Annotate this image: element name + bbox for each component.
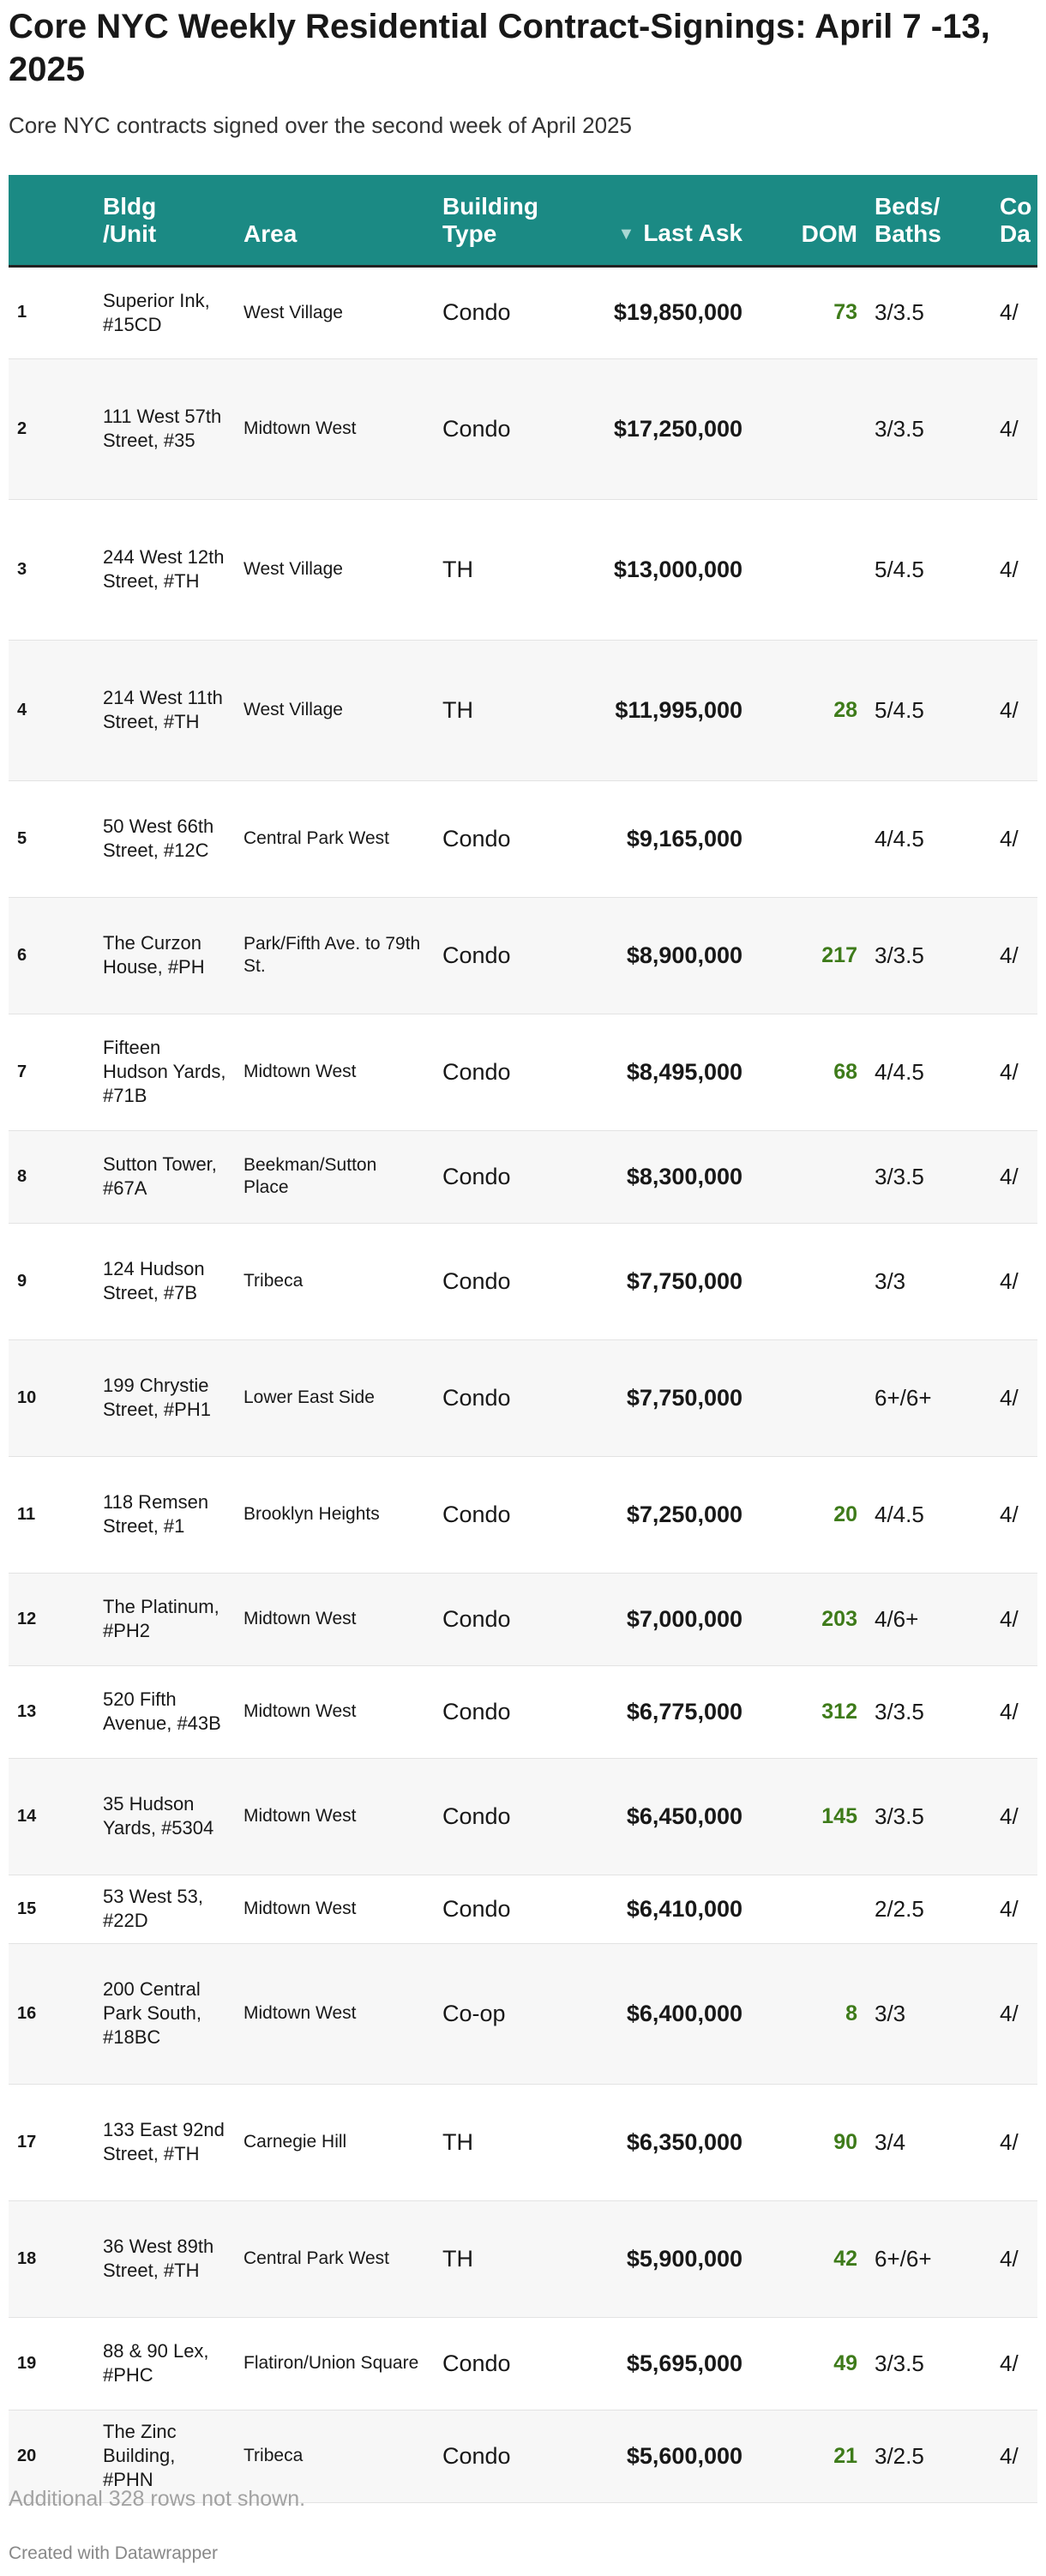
cell-beds-baths: 4/6+ bbox=[866, 1573, 991, 1665]
cell-area: Central Park West bbox=[235, 780, 434, 897]
cell-unit: The Platinum, #PH2 bbox=[94, 1573, 235, 1665]
cell-unit: 88 & 90 Lex, #PHC bbox=[94, 2317, 235, 2410]
cell-contract-date: 4/ bbox=[991, 1943, 1037, 2084]
cell-contract-date: 4/ bbox=[991, 2317, 1037, 2410]
cell-rank: 4 bbox=[9, 640, 94, 780]
cell-rank: 6 bbox=[9, 897, 94, 1014]
cell-beds-baths: 3/3.5 bbox=[866, 1758, 991, 1875]
cell-unit: Fifteen Hudson Yards, #71B bbox=[94, 1014, 235, 1130]
cell-beds-baths: 4/4.5 bbox=[866, 1014, 991, 1130]
cell-beds-baths: 3/4 bbox=[866, 2084, 991, 2200]
table-row bbox=[9, 2317, 1037, 2410]
table-row bbox=[9, 1875, 1037, 1943]
cell-area: West Village bbox=[235, 640, 434, 780]
cell-contract-date: 4/ bbox=[991, 2200, 1037, 2317]
cell-contract-date: 4/ bbox=[991, 1130, 1037, 1223]
cell-contract-date: 4/ bbox=[991, 1573, 1037, 1665]
cell-dom bbox=[751, 1339, 866, 1456]
cell-building-type: Co-op bbox=[434, 1943, 580, 2084]
cell-contract-date: 4/ bbox=[991, 2410, 1037, 2502]
cell-dom bbox=[751, 1130, 866, 1223]
cell-rank: 3 bbox=[9, 499, 94, 640]
table-row bbox=[9, 897, 1037, 1014]
cell-area: Midtown West bbox=[235, 1665, 434, 1758]
table-row bbox=[9, 1758, 1037, 1875]
cell-last-ask: $6,450,000 bbox=[580, 1758, 751, 1875]
cell-last-ask: $7,250,000 bbox=[580, 1456, 751, 1573]
cell-beds-baths: 3/3.5 bbox=[866, 2317, 991, 2410]
cell-building-type: TH bbox=[434, 2084, 580, 2200]
cell-rank: 18 bbox=[9, 2200, 94, 2317]
cell-last-ask: $6,775,000 bbox=[580, 1665, 751, 1758]
cell-beds-baths: 3/2.5 bbox=[866, 2410, 991, 2502]
table-row bbox=[9, 1665, 1037, 1758]
cell-last-ask: $7,000,000 bbox=[580, 1573, 751, 1665]
cell-dom: 217 bbox=[751, 897, 866, 1014]
cell-rank: 10 bbox=[9, 1339, 94, 1456]
table-row bbox=[9, 266, 1037, 358]
cell-area: West Village bbox=[235, 266, 434, 358]
cell-beds-baths: 6+/6+ bbox=[866, 2200, 991, 2317]
cell-rank: 17 bbox=[9, 2084, 94, 2200]
column-header-contract-date[interactable]: Co Da bbox=[1000, 192, 1032, 247]
cell-unit: 200 Central Park South, #18BC bbox=[94, 1943, 235, 2084]
cell-dom: 203 bbox=[751, 1573, 866, 1665]
cell-dom: 145 bbox=[751, 1758, 866, 1875]
cell-unit: Sutton Tower, #67A bbox=[94, 1130, 235, 1223]
cell-dom: 312 bbox=[751, 1665, 866, 1758]
cell-contract-date: 4/ bbox=[991, 499, 1037, 640]
cell-contract-date: 4/ bbox=[991, 1339, 1037, 1456]
cell-area: Midtown West bbox=[235, 1758, 434, 1875]
cell-unit: 133 East 92nd Street, #TH bbox=[94, 2084, 235, 2200]
column-header-rank[interactable] bbox=[9, 175, 94, 266]
table-row bbox=[9, 1223, 1037, 1339]
contracts-table bbox=[9, 175, 1037, 2503]
table-row bbox=[9, 1573, 1037, 1665]
cell-building-type: Condo bbox=[434, 2317, 580, 2410]
cell-contract-date: 4/ bbox=[991, 1014, 1037, 1130]
cell-beds-baths: 4/4.5 bbox=[866, 780, 991, 897]
column-header-dom[interactable]: DOM bbox=[801, 220, 857, 247]
cell-unit: 50 West 66th Street, #12C bbox=[94, 780, 235, 897]
table-row bbox=[9, 2200, 1037, 2317]
cell-building-type: Condo bbox=[434, 1014, 580, 1130]
cell-building-type: Condo bbox=[434, 1456, 580, 1573]
column-header-beds-baths[interactable]: Beds/ Baths bbox=[875, 192, 941, 247]
cell-rank: 7 bbox=[9, 1014, 94, 1130]
cell-area: Beekman/Sutton Place bbox=[235, 1130, 434, 1223]
cell-area: Carnegie Hill bbox=[235, 2084, 434, 2200]
cell-last-ask: $19,850,000 bbox=[580, 266, 751, 358]
cell-last-ask: $11,995,000 bbox=[580, 640, 751, 780]
cell-building-type: TH bbox=[434, 640, 580, 780]
cell-last-ask: $5,695,000 bbox=[580, 2317, 751, 2410]
cell-unit: 36 West 89th Street, #TH bbox=[94, 2200, 235, 2317]
cell-dom: 73 bbox=[751, 266, 866, 358]
cell-unit: 111 West 57th Street, #35 bbox=[94, 358, 235, 499]
cell-building-type: Condo bbox=[434, 1223, 580, 1339]
cell-rank: 19 bbox=[9, 2317, 94, 2410]
column-header-building-type[interactable]: Building Type bbox=[442, 192, 538, 247]
cell-beds-baths: 4/4.5 bbox=[866, 1456, 991, 1573]
cell-rank: 5 bbox=[9, 780, 94, 897]
cell-unit: 214 West 11th Street, #TH bbox=[94, 640, 235, 780]
cell-area: Midtown West bbox=[235, 1875, 434, 1943]
cell-last-ask: $8,300,000 bbox=[580, 1130, 751, 1223]
cell-rank: 16 bbox=[9, 1943, 94, 2084]
table-row bbox=[9, 1014, 1037, 1130]
cell-dom bbox=[751, 780, 866, 897]
cell-beds-baths: 3/3.5 bbox=[866, 1130, 991, 1223]
cell-rank: 20 bbox=[9, 2410, 94, 2502]
cell-rank: 13 bbox=[9, 1665, 94, 1758]
cell-dom: 49 bbox=[751, 2317, 866, 2410]
cell-contract-date: 4/ bbox=[991, 1758, 1037, 1875]
cell-area: Park/Fifth Ave. to 79th St. bbox=[235, 897, 434, 1014]
cell-last-ask: $6,400,000 bbox=[580, 1943, 751, 2084]
cell-dom: 42 bbox=[751, 2200, 866, 2317]
cell-last-ask: $8,495,000 bbox=[580, 1014, 751, 1130]
cell-last-ask: $13,000,000 bbox=[580, 499, 751, 640]
cell-rank: 11 bbox=[9, 1456, 94, 1573]
cell-area: Lower East Side bbox=[235, 1339, 434, 1456]
table-row bbox=[9, 1130, 1037, 1223]
cell-building-type: Condo bbox=[434, 1339, 580, 1456]
table-row bbox=[9, 780, 1037, 897]
cell-last-ask: $5,900,000 bbox=[580, 2200, 751, 2317]
cell-beds-baths: 5/4.5 bbox=[866, 499, 991, 640]
cell-dom bbox=[751, 1223, 866, 1339]
cell-unit: Superior Ink, #15CD bbox=[94, 266, 235, 358]
cell-contract-date: 4/ bbox=[991, 2084, 1037, 2200]
cell-contract-date: 4/ bbox=[991, 358, 1037, 499]
cell-dom: 21 bbox=[751, 2410, 866, 2502]
cell-building-type: Condo bbox=[434, 1665, 580, 1758]
cell-building-type: Condo bbox=[434, 1573, 580, 1665]
cell-beds-baths: 3/3 bbox=[866, 1943, 991, 2084]
table-row bbox=[9, 640, 1037, 780]
cell-unit: 53 West 53, #22D bbox=[94, 1875, 235, 1943]
cell-contract-date: 4/ bbox=[991, 1665, 1037, 1758]
cell-area: Midtown West bbox=[235, 358, 434, 499]
cell-beds-baths: 3/3.5 bbox=[866, 1665, 991, 1758]
cell-area: Midtown West bbox=[235, 1014, 434, 1130]
cell-contract-date: 4/ bbox=[991, 1223, 1037, 1339]
cell-building-type: TH bbox=[434, 499, 580, 640]
cell-building-type: Condo bbox=[434, 780, 580, 897]
cell-dom bbox=[751, 1875, 866, 1943]
cell-beds-baths: 2/2.5 bbox=[866, 1875, 991, 1943]
table-row bbox=[9, 1943, 1037, 2084]
table-header-row bbox=[9, 175, 1037, 266]
cell-dom: 68 bbox=[751, 1014, 866, 1130]
cell-last-ask: $6,410,000 bbox=[580, 1875, 751, 1943]
cell-area: Flatiron/Union Square bbox=[235, 2317, 434, 2410]
cell-rank: 15 bbox=[9, 1875, 94, 1943]
cell-building-type: Condo bbox=[434, 897, 580, 1014]
cell-area: Midtown West bbox=[235, 1943, 434, 2084]
cell-unit: 35 Hudson Yards, #5304 bbox=[94, 1758, 235, 1875]
cell-contract-date: 4/ bbox=[991, 1875, 1037, 1943]
cell-contract-date: 4/ bbox=[991, 266, 1037, 358]
cell-contract-date: 4/ bbox=[991, 780, 1037, 897]
column-header-area[interactable]: Area bbox=[243, 220, 298, 247]
table-viewport[interactable] bbox=[9, 175, 1037, 2503]
table-row bbox=[9, 2084, 1037, 2200]
cell-unit: The Curzon House, #PH bbox=[94, 897, 235, 1014]
cell-contract-date: 4/ bbox=[991, 897, 1037, 1014]
cell-area: West Village bbox=[235, 499, 434, 640]
cell-last-ask: $8,900,000 bbox=[580, 897, 751, 1014]
cell-area: Central Park West bbox=[235, 2200, 434, 2317]
cell-last-ask: $17,250,000 bbox=[580, 358, 751, 499]
cell-dom: 28 bbox=[751, 640, 866, 780]
cell-building-type: Condo bbox=[434, 266, 580, 358]
table-notes: Additional 328 rows not shown. bbox=[9, 2487, 306, 2511]
cell-dom: 90 bbox=[751, 2084, 866, 2200]
chart-title: Core NYC Weekly Residential Contract-Signings: April 7 -13, 2025 bbox=[9, 8, 990, 88]
cell-unit: 124 Hudson Street, #7B bbox=[94, 1223, 235, 1339]
column-header-last-ask-label: Last Ask bbox=[643, 219, 742, 246]
cell-beds-baths: 3/3.5 bbox=[866, 266, 991, 358]
cell-area: Tribeca bbox=[235, 1223, 434, 1339]
cell-building-type: Condo bbox=[434, 1875, 580, 1943]
cell-building-type: Condo bbox=[434, 1130, 580, 1223]
cell-beds-baths: 3/3 bbox=[866, 1223, 991, 1339]
cell-building-type: Condo bbox=[434, 2410, 580, 2502]
cell-dom bbox=[751, 499, 866, 640]
cell-rank: 8 bbox=[9, 1130, 94, 1223]
cell-last-ask: $6,350,000 bbox=[580, 2084, 751, 2200]
cell-contract-date: 4/ bbox=[991, 1456, 1037, 1573]
table-body bbox=[9, 266, 1037, 2502]
cell-beds-baths: 3/3.5 bbox=[866, 358, 991, 499]
cell-rank: 14 bbox=[9, 1758, 94, 1875]
cell-building-type: Condo bbox=[434, 1758, 580, 1875]
cell-rank: 12 bbox=[9, 1573, 94, 1665]
column-header-unit[interactable]: Bldg /Unit bbox=[103, 192, 157, 247]
cell-contract-date: 4/ bbox=[991, 640, 1037, 780]
cell-area: Midtown West bbox=[235, 1573, 434, 1665]
cell-dom: 20 bbox=[751, 1456, 866, 1573]
table-row bbox=[9, 1339, 1037, 1456]
cell-area: Brooklyn Heights bbox=[235, 1456, 434, 1573]
cell-building-type: Condo bbox=[434, 358, 580, 499]
column-header-last-ask[interactable] bbox=[580, 175, 751, 266]
cell-beds-baths: 3/3.5 bbox=[866, 897, 991, 1014]
cell-last-ask: $7,750,000 bbox=[580, 1223, 751, 1339]
cell-area: Tribeca bbox=[235, 2410, 434, 2502]
cell-beds-baths: 5/4.5 bbox=[866, 640, 991, 780]
cell-rank: 1 bbox=[9, 266, 94, 358]
cell-unit: 118 Remsen Street, #1 bbox=[94, 1456, 235, 1573]
cell-unit: 199 Chrystie Street, #PH1 bbox=[94, 1339, 235, 1456]
table-row bbox=[9, 358, 1037, 499]
cell-rank: 9 bbox=[9, 1223, 94, 1339]
chart-subtitle: Core NYC contracts signed over the second week of April 2025 bbox=[9, 112, 632, 138]
credit-link[interactable]: Created with Datawrapper bbox=[9, 2543, 218, 2563]
cell-unit: 244 West 12th Street, #TH bbox=[94, 499, 235, 640]
table-row bbox=[9, 499, 1037, 640]
cell-last-ask: $5,600,000 bbox=[580, 2410, 751, 2502]
table-row bbox=[9, 1456, 1037, 1573]
cell-dom bbox=[751, 358, 866, 499]
cell-rank: 2 bbox=[9, 358, 94, 499]
cell-dom: 8 bbox=[751, 1943, 866, 2084]
cell-beds-baths: 6+/6+ bbox=[866, 1339, 991, 1456]
cell-building-type: TH bbox=[434, 2200, 580, 2317]
cell-last-ask: $7,750,000 bbox=[580, 1339, 751, 1456]
cell-unit: The Zinc Building, #PHN bbox=[94, 2410, 235, 2502]
sort-descending-icon: ▼ bbox=[617, 224, 635, 244]
cell-last-ask: $9,165,000 bbox=[580, 780, 751, 897]
cell-unit: 520 Fifth Avenue, #43B bbox=[94, 1665, 235, 1758]
